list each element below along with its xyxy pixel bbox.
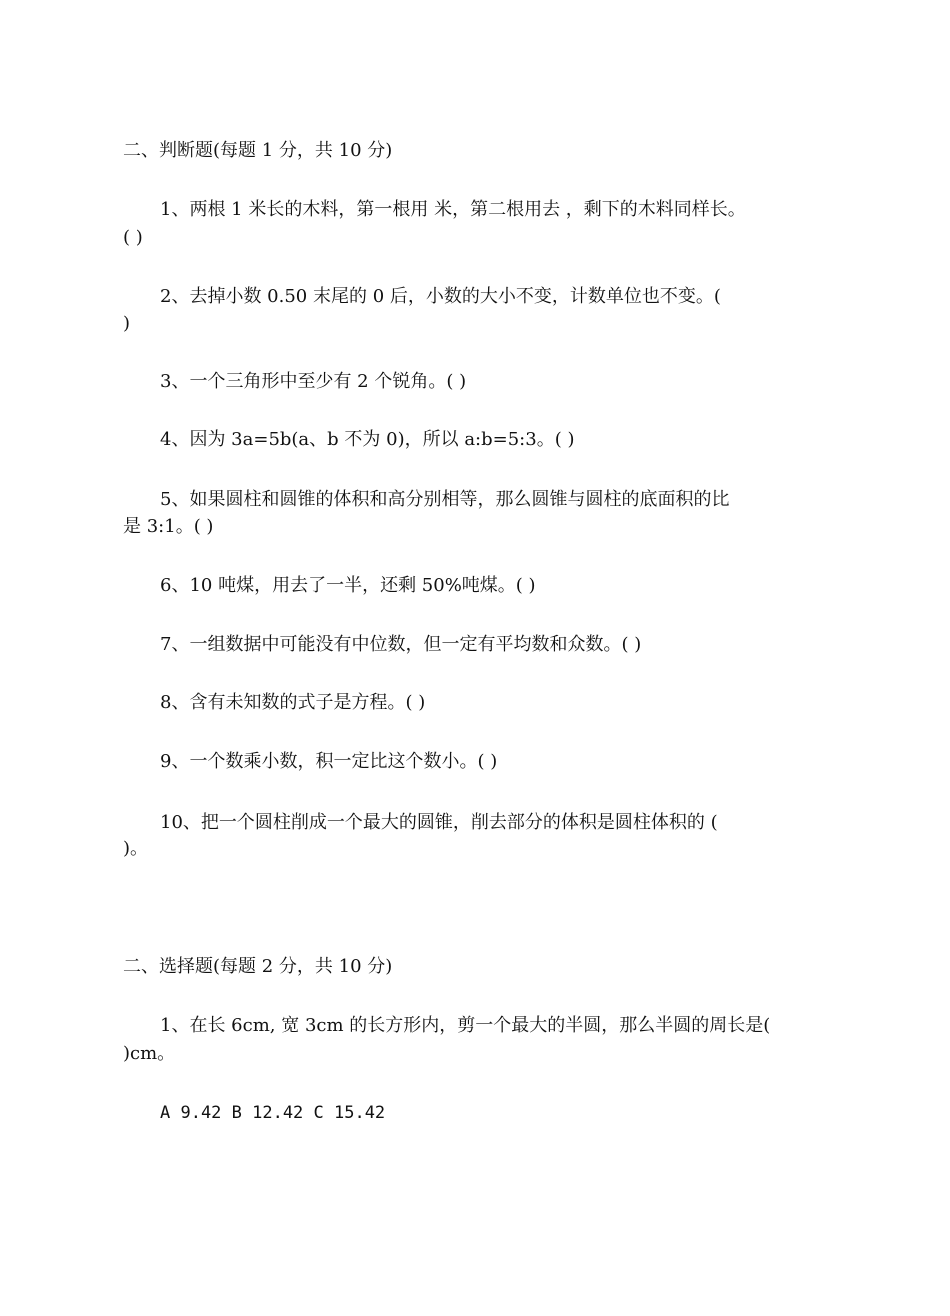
section-heading-choice: 二、选择题(每题 2 分，共 10 分) bbox=[123, 956, 393, 977]
question-2-text: 2、去掉小数 0.50 末尾的 0 后，小数的大小不变，计数单位也不变。( bbox=[160, 286, 721, 307]
question-9-text: 9、一个数乘小数，积一定比这个数小。( ) bbox=[160, 751, 498, 772]
question-10-continuation: )。 bbox=[123, 838, 149, 859]
choice-question-1-options: A 9.42 B 12.42 C 15.42 bbox=[160, 1103, 386, 1123]
question-7-text: 7、一组数据中可能没有中位数，但一定有平均数和众数。( ) bbox=[160, 634, 642, 655]
choice-question-1-text: 1、在长 6cm, 宽 3cm 的长方形内，剪一个最大的半圆，那么半圆的周长是( bbox=[160, 1015, 771, 1036]
question-1-answer-blank: ( ) bbox=[123, 227, 143, 248]
choice-question-1-continuation: )cm。 bbox=[123, 1043, 176, 1064]
question-10-text: 10、把一个圆柱削成一个最大的圆锥，削去部分的体积是圆柱体积的 ( bbox=[160, 812, 718, 833]
section-heading-judgment: 二、判断题(每题 1 分，共 10 分) bbox=[123, 140, 393, 161]
question-4-text: 4、因为 3a=5b(a、b 不为 0)，所以 a:b=5:3。( ) bbox=[160, 429, 575, 450]
question-5-text: 5、如果圆柱和圆锥的体积和高分别相等，那么圆锥与圆柱的底面积的比 bbox=[160, 489, 730, 510]
question-6-text: 6、10 吨煤，用去了一半，还剩 50%吨煤。( ) bbox=[160, 575, 536, 596]
question-3-text: 3、一个三角形中至少有 2 个锐角。( ) bbox=[160, 371, 467, 392]
question-2-answer-blank: ) bbox=[123, 313, 131, 334]
question-5-continuation: 是 3:1。( ) bbox=[123, 516, 214, 537]
question-8-text: 8、含有未知数的式子是方程。( ) bbox=[160, 692, 426, 713]
question-1-text: 1、两根 1 米长的木料，第一根用 米，第二根用去 ，剩下的木料同样长。 bbox=[160, 199, 746, 220]
